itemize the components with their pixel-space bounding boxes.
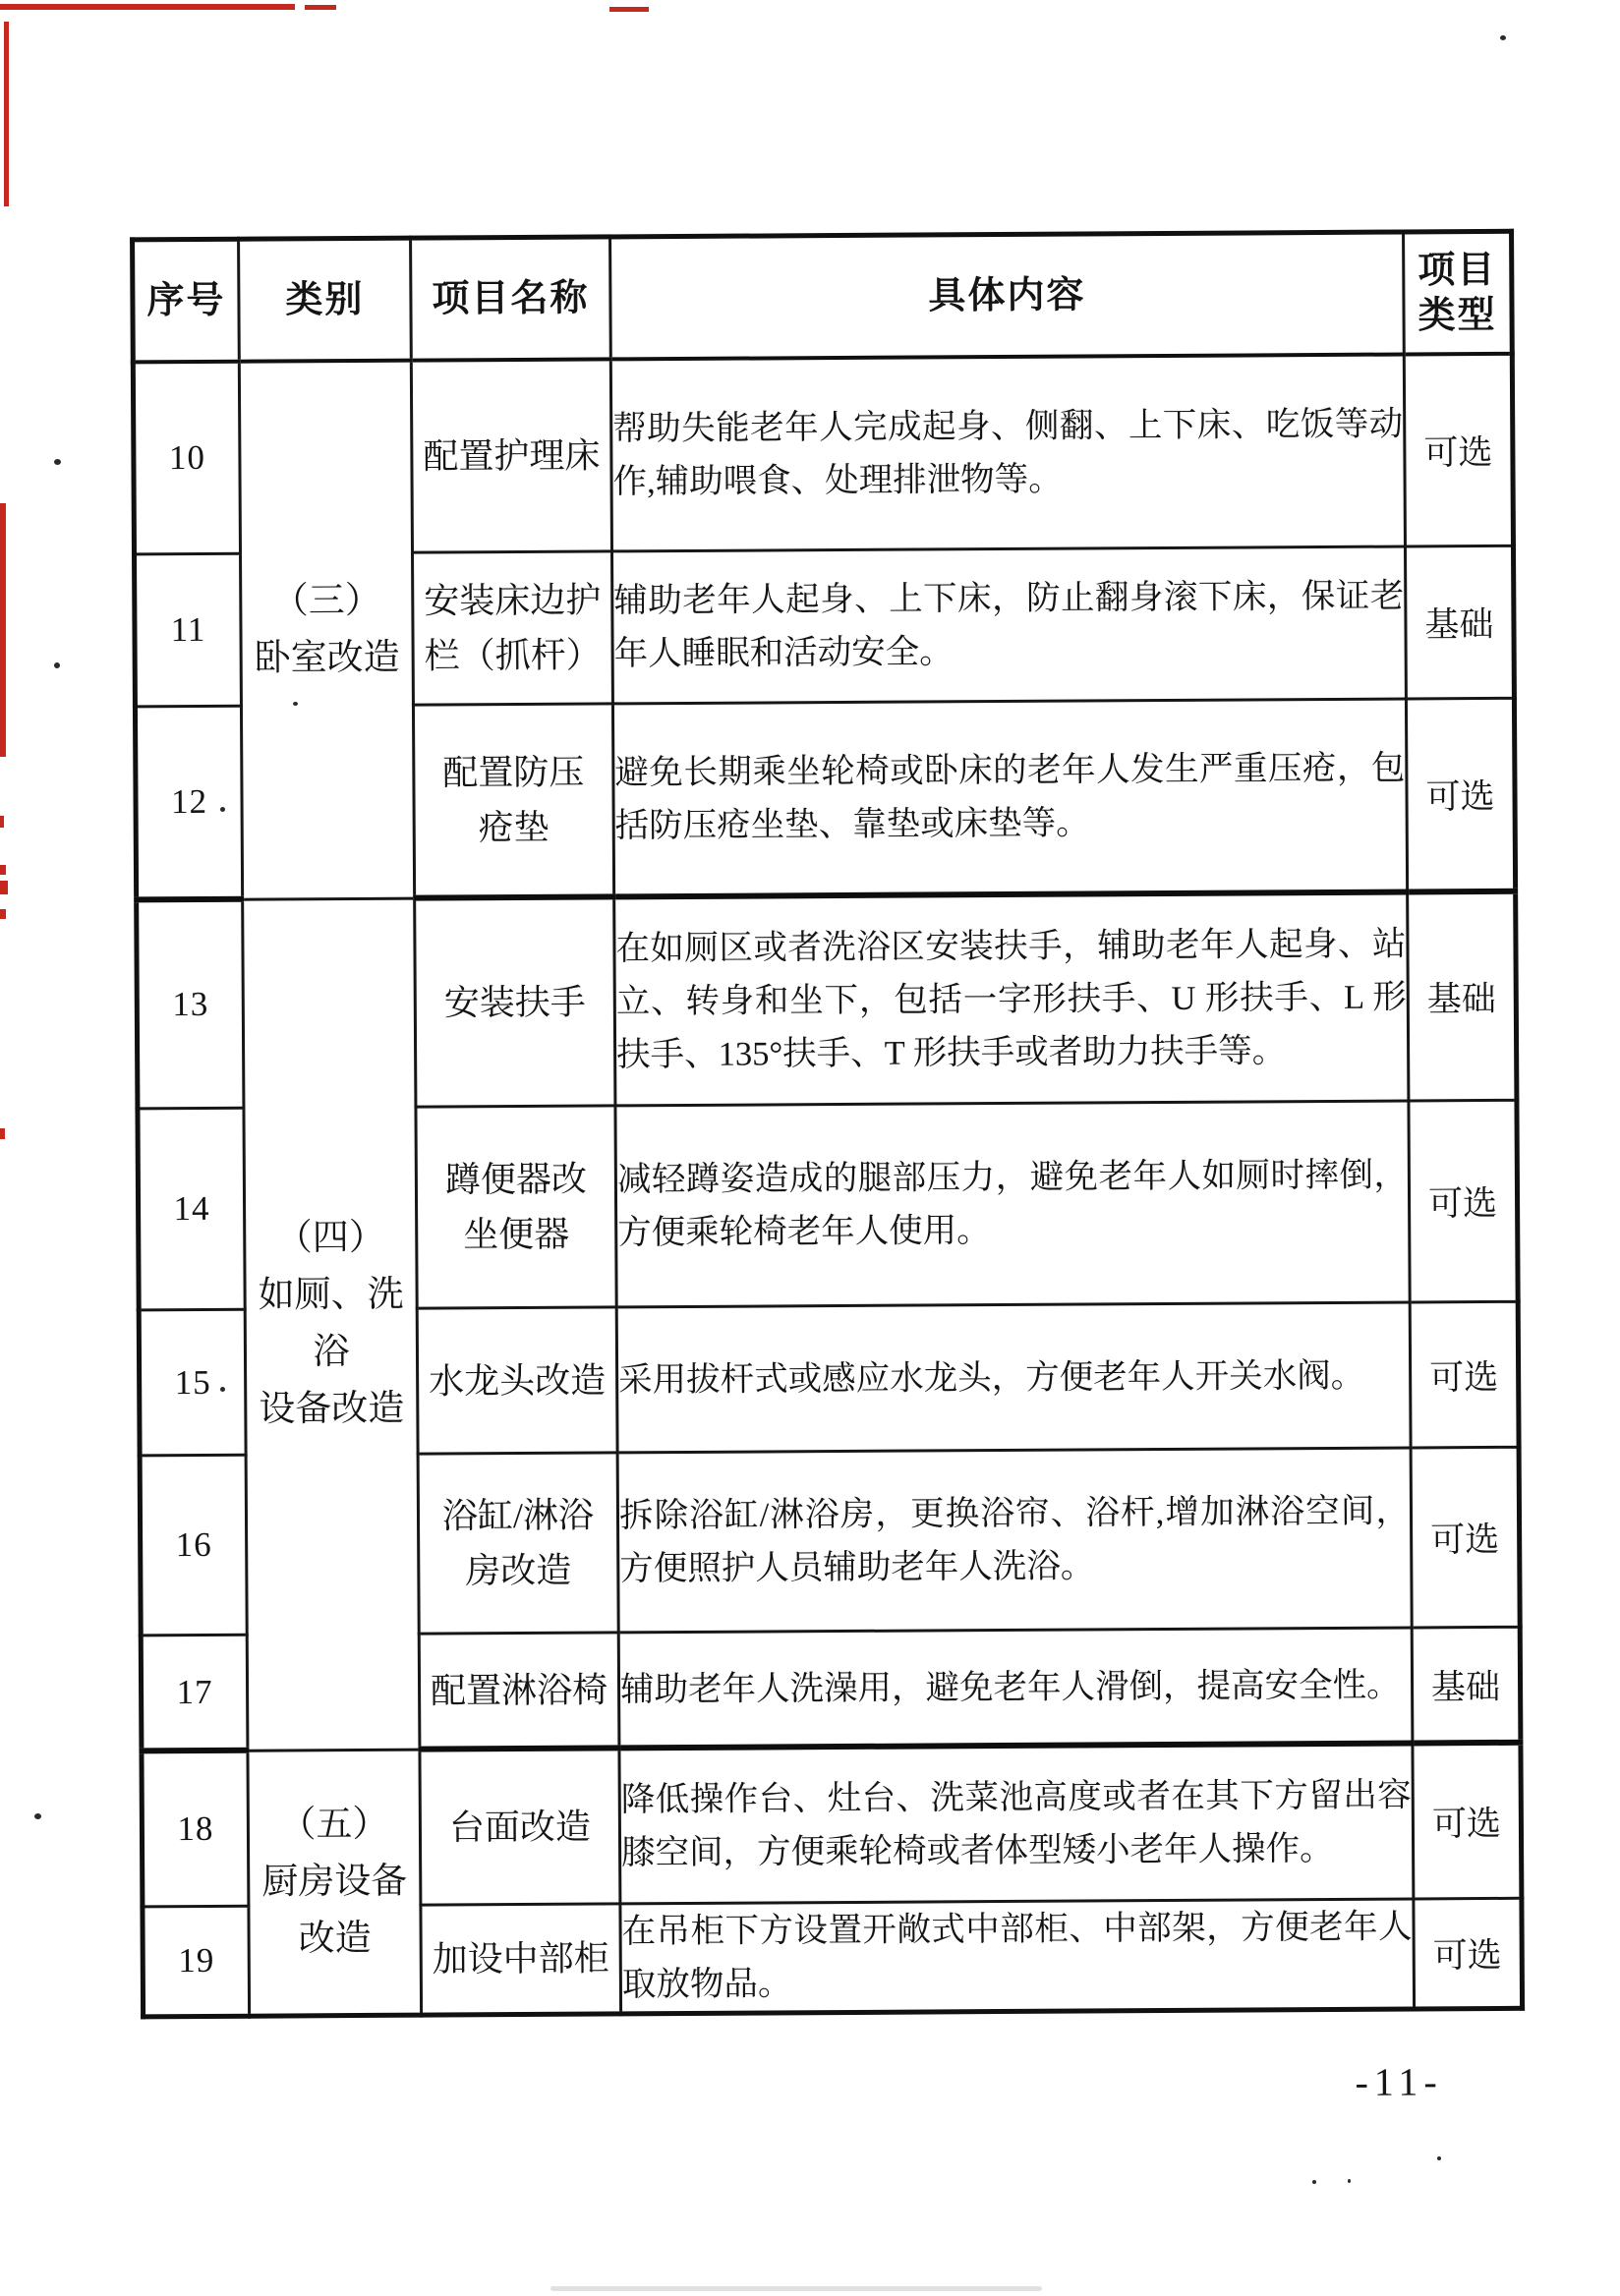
- project-name-cell: 浴缸/淋浴 房改造: [418, 1453, 618, 1634]
- renovation-projects-table: [130, 229, 1525, 2020]
- project-type-cell: 可选: [1413, 1743, 1522, 1899]
- content-cell: 减轻蹲姿造成的腿部压力，避免老年人如厕时摔倒，方便乘轮椅老年人使用。: [615, 1101, 1410, 1307]
- serial-cell: 18: [142, 1751, 249, 1907]
- project-name-cell: 安装床边护 栏（抓杆）: [413, 551, 613, 705]
- project-name-cell: 水龙头改造: [417, 1307, 617, 1454]
- content-cell: 避免长期乘坐轮椅或卧床的老年人发生严重压疮，包括防压疮坐垫、靠垫或床垫等。: [612, 699, 1407, 896]
- project-type-cell: 可选: [1410, 1301, 1519, 1448]
- serial-cell: 17: [141, 1635, 248, 1751]
- serial-cell: 14: [138, 1108, 245, 1310]
- content-cell: 采用拔杆式或感应水龙头，方便老年人开关水阀。: [616, 1302, 1411, 1453]
- table-row: [137, 891, 1517, 1109]
- project-type-cell: 基础: [1412, 1627, 1521, 1743]
- project-name-cell: 配置护理床: [411, 359, 611, 552]
- header-category: 类别: [239, 238, 412, 362]
- project-type-cell: 可选: [1411, 1447, 1520, 1628]
- category-cell-kitchen: （五） 厨房设备 改造: [248, 1750, 422, 2017]
- header-content: 具体内容: [610, 232, 1405, 359]
- category-cell-toilet-bath: （四） 如厕、洗浴 设备改造: [243, 898, 420, 1751]
- serial-cell: 16: [140, 1455, 247, 1636]
- serial-cell: 10: [133, 362, 240, 554]
- content-cell: 帮助失能老年人完成起身、侧翻、上下床、吃饭等动作,辅助喂食、处理排泄物等。: [610, 354, 1405, 550]
- header-project-type: 项目 类型: [1404, 231, 1513, 354]
- content-cell: 辅助老年人洗澡用，避免老年人滑倒，提高安全性。: [618, 1628, 1413, 1748]
- project-name-cell: 加设中部柜: [421, 1904, 621, 2015]
- content-cell: 在吊柜下方设置开敞式中部柜、中部架，方便老年人取放物品。: [620, 1899, 1415, 2014]
- page-number: -11-: [1355, 2059, 1443, 2104]
- serial-cell: 15: [139, 1309, 246, 1456]
- content-cell: 降低操作台、灶台、洗菜池高度或者在其下方留出容膝空间，方便乘轮椅或者体型矮小老年人操作。: [619, 1743, 1414, 1903]
- serial-cell: 12: [135, 706, 242, 899]
- content-cell: 辅助老年人起身、上下床，防止翻身滚下床，保证老年人睡眠和活动安全。: [612, 546, 1407, 704]
- table-row: [133, 354, 1513, 554]
- header-serial: 序号: [133, 239, 240, 362]
- project-type-cell: 可选: [1404, 354, 1513, 546]
- project-type-cell: 可选: [1414, 1898, 1523, 2009]
- project-name-cell: 配置防压 疮垫: [413, 704, 613, 898]
- project-name-cell: 配置淋浴椅: [419, 1633, 619, 1750]
- content-cell: 拆除浴缸/淋浴房，更换浴帘、浴杆,增加淋浴空间，方便照护人员辅助老年人洗浴。: [617, 1448, 1412, 1633]
- content-cell: 在如厕区或者洗浴区安装扶手，辅助老年人起身、站立、转身和坐下，包括一字形扶手、U 形扶手、L 形扶手、135°扶手、T 形扶手或者助力扶手等。: [614, 891, 1409, 1105]
- serial-cell: 13: [137, 899, 244, 1109]
- table-header-row: [133, 231, 1513, 362]
- project-name-cell: 蹲便器改 坐便器: [416, 1106, 616, 1308]
- table-row: [142, 1743, 1522, 1907]
- serial-cell: 19: [143, 1906, 250, 2017]
- project-name-cell: 台面改造: [420, 1748, 620, 1905]
- project-name-cell: 安装扶手: [415, 896, 615, 1107]
- project-type-cell: 可选: [1406, 698, 1515, 891]
- header-project-name: 项目名称: [411, 237, 611, 361]
- serial-cell: 11: [135, 553, 242, 707]
- project-type-cell: 基础: [1408, 891, 1517, 1101]
- category-cell-bedroom: （三） 卧室改造: [239, 361, 414, 899]
- project-type-cell: 基础: [1405, 545, 1514, 699]
- project-type-cell: 可选: [1409, 1100, 1518, 1302]
